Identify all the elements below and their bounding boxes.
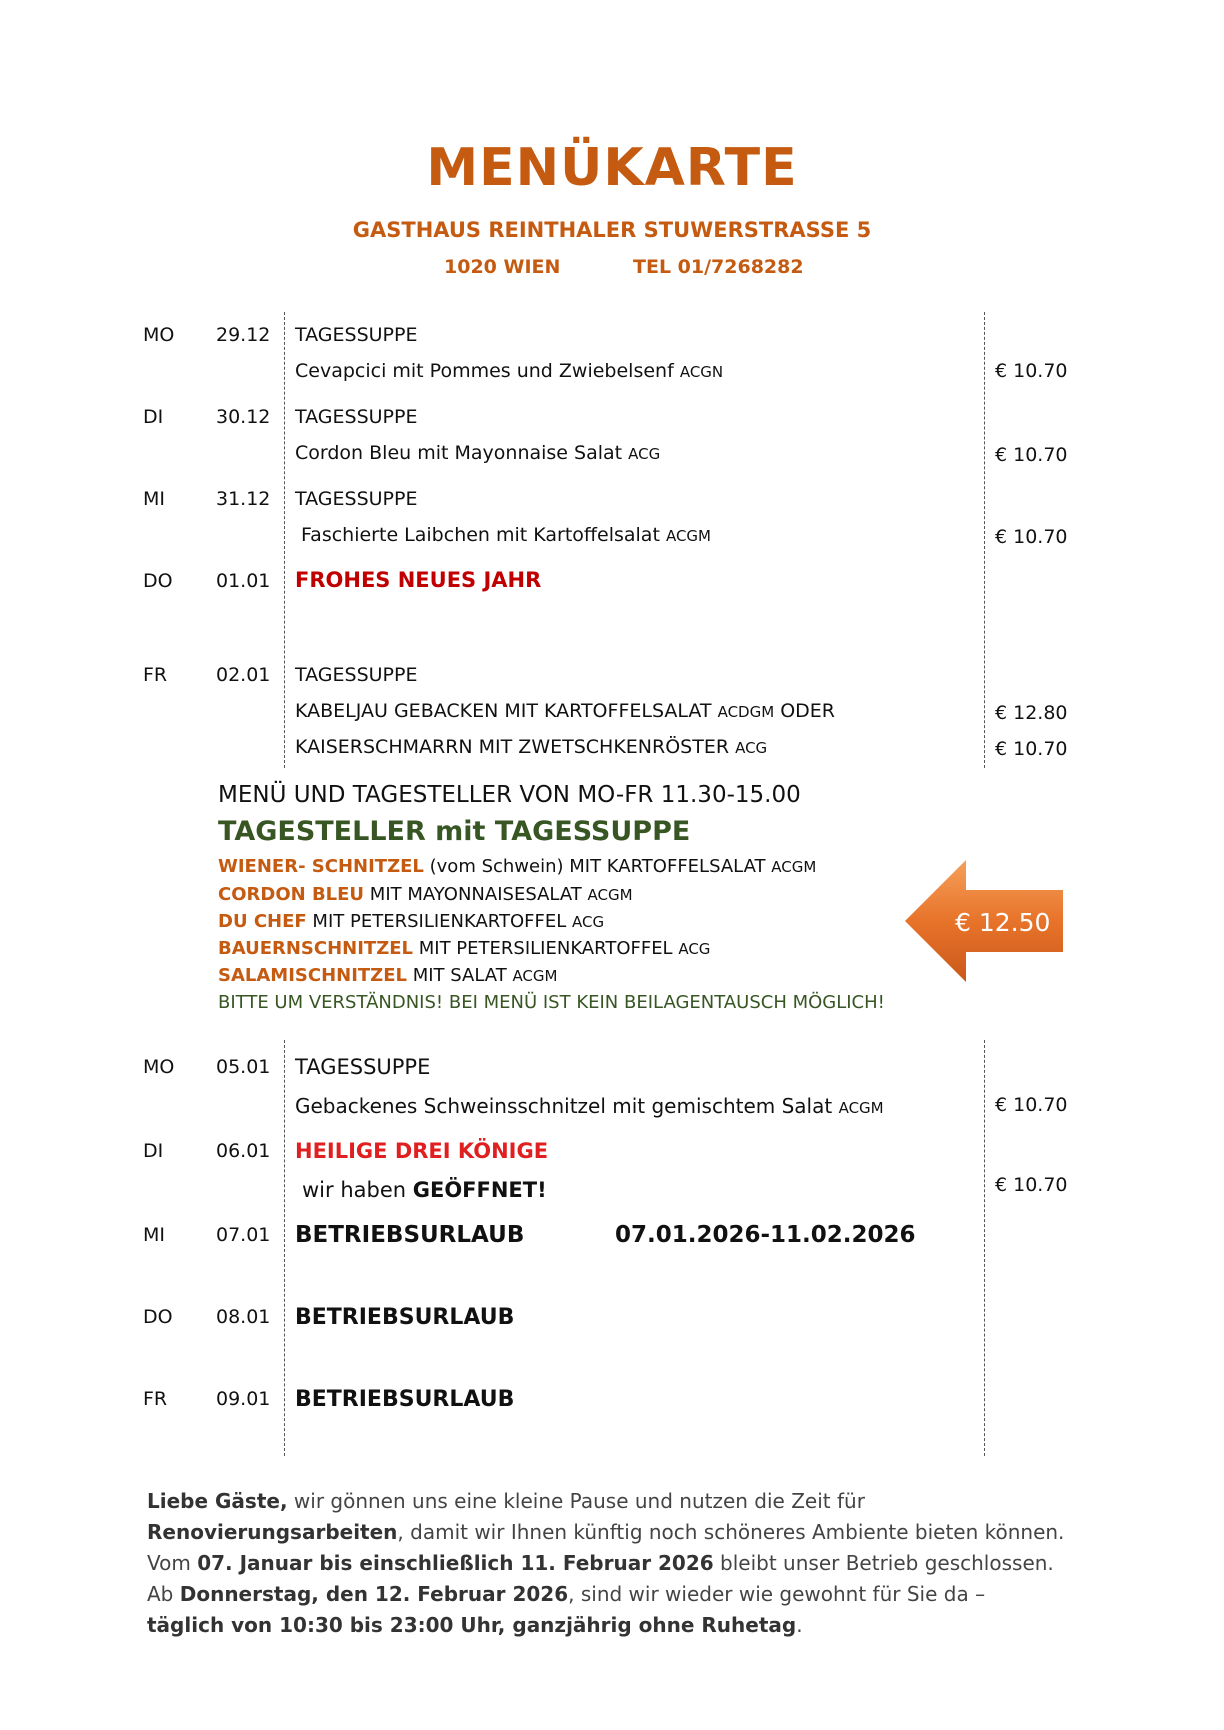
date-label: 30.12 [216, 406, 271, 428]
allergen-codes: ACGM [838, 1099, 884, 1117]
allergen-codes: ACG [628, 445, 661, 463]
dish-label-alt: KAISERSCHMARRN MIT ZWETSCHKENRÖSTER ACG [295, 736, 768, 758]
price-label: € 10.70 [995, 526, 1068, 548]
allergen-codes: ACGM [587, 886, 633, 904]
allergen-codes: ACGM [512, 967, 558, 985]
dish-label: Gebackenes Schweinsschnitzel mit gemischtem Salat ACGM [295, 1094, 884, 1118]
soup-label: TAGESSUPPE [295, 324, 418, 346]
price-label: € 10.70 [995, 444, 1068, 466]
holiday-label: HEILIGE DREI KÖNIGE [295, 1139, 549, 1163]
price-label: € 12.80 [995, 702, 1068, 724]
restaurant-address: GASTHAUS REINTHALER STUWERSTRASSE 5 [352, 218, 872, 242]
price-label-alt: € 10.70 [995, 738, 1068, 760]
allergen-codes: ACG [735, 739, 768, 757]
plate-price: € 12.50 [955, 908, 1051, 937]
date-label: 01.01 [216, 570, 271, 592]
day-label: MI [143, 1224, 165, 1246]
no-substitution-note: BITTE UM VERSTÄNDNIS! BEI MENÜ IST KEIN BEILAGENTAUSCH MÖGLICH! [218, 992, 885, 1013]
closure-label: BETRIEBSURLAUB [295, 1387, 515, 1412]
day-label: DO [143, 570, 173, 592]
column-divider [984, 1040, 985, 1456]
date-label: 02.01 [216, 664, 271, 686]
closure-message: Liebe Gäste, wir gönnen uns eine kleine Pause und nutzen die Zeit für Renovierungsarbeiten, damit wir Ihnen künftig noch schöneres Ambiente bieten können. Vom 07. Januar bis einschließlich 11. Februar 2026 bleibt unser Betrieb geschlossen. Ab Donnerstag, den 12. Februar 2026, sind wir wieder wie gewohnt für Sie da – täglich von 10:30 bis 23:00 Uhr, ganzjährig ohne Ruhetag. [147, 1489, 1065, 1637]
soup-label: TAGESSUPPE [295, 664, 418, 686]
plate-item: BAUERNSCHNITZEL MIT PETERSILIENKARTOFFEL ACG [218, 938, 711, 959]
soup-label: TAGESSUPPE [295, 488, 418, 510]
price-label: € 10.70 [995, 1094, 1068, 1116]
holiday-label: FROHES NEUES JAHR [295, 568, 542, 592]
column-divider [984, 312, 985, 768]
restaurant-phone: TEL 01/7268282 [633, 256, 804, 278]
column-divider [284, 312, 285, 768]
column-divider [284, 1040, 285, 1456]
allergen-codes: ACGM [771, 858, 817, 876]
allergen-codes: ACGN [679, 363, 724, 381]
allergen-codes: ACGM [665, 527, 711, 545]
page-title: MENÜKARTE [426, 138, 798, 198]
closure-label: BETRIEBSURLAUB [295, 1305, 515, 1330]
dish-label: Faschierte Laibchen mit Kartoffelsalat ACGM [301, 524, 711, 546]
date-label: 06.01 [216, 1140, 271, 1162]
dish-label: KABELJAU GEBACKEN MIT KARTOFFELSALAT ACDGM ODER [295, 700, 836, 722]
plate-item: SALAMISCHNITZEL MIT SALAT ACGM [218, 965, 558, 986]
closure-range: 07.01.2026-11.02.2026 [615, 1222, 916, 1248]
soup-label: TAGESSUPPE [295, 1055, 431, 1079]
open-notice: wir haben GEÖFFNET! [302, 1178, 547, 1202]
allergen-codes: ACG [572, 913, 605, 931]
day-label: MI [143, 488, 165, 510]
allergen-codes: ACG [678, 940, 711, 958]
day-label: DI [143, 1140, 164, 1162]
day-label: DI [143, 406, 164, 428]
day-label: MO [143, 324, 175, 346]
day-label: DO [143, 1306, 173, 1328]
menu-hours: MENÜ UND TAGESTELLER VON MO-FR 11.30-15.00 [218, 782, 801, 808]
plates-title: TAGESTELLER mit TAGESSUPPE [218, 816, 691, 847]
plate-item: CORDON BLEU MIT MAYONNAISESALAT ACGM [218, 884, 633, 905]
price-label: € 10.70 [995, 360, 1068, 382]
soup-label: TAGESSUPPE [295, 406, 418, 428]
restaurant-city: 1020 WIEN [444, 256, 561, 278]
day-label: FR [143, 1388, 168, 1410]
day-label: MO [143, 1056, 175, 1078]
date-label: 09.01 [216, 1388, 271, 1410]
date-label: 08.01 [216, 1306, 271, 1328]
date-label: 29.12 [216, 324, 271, 346]
dish-label: Cordon Bleu mit Mayonnaise Salat ACG [295, 442, 661, 464]
day-label: FR [143, 664, 168, 686]
price-label: € 10.70 [995, 1174, 1068, 1196]
dish-label: Cevapcici mit Pommes und Zwiebelsenf ACGN [295, 360, 724, 382]
plate-item: WIENER- SCHNITZEL (vom Schwein) MIT KARTOFFELSALAT ACGM [218, 856, 817, 877]
date-label: 07.01 [216, 1224, 271, 1246]
plate-item: DU CHEF MIT PETERSILIENKARTOFFEL ACG [218, 911, 605, 932]
date-label: 31.12 [216, 488, 271, 510]
allergen-codes: ACDGM [717, 703, 775, 721]
date-label: 05.01 [216, 1056, 271, 1078]
closure-label: BETRIEBSURLAUB [295, 1222, 525, 1248]
